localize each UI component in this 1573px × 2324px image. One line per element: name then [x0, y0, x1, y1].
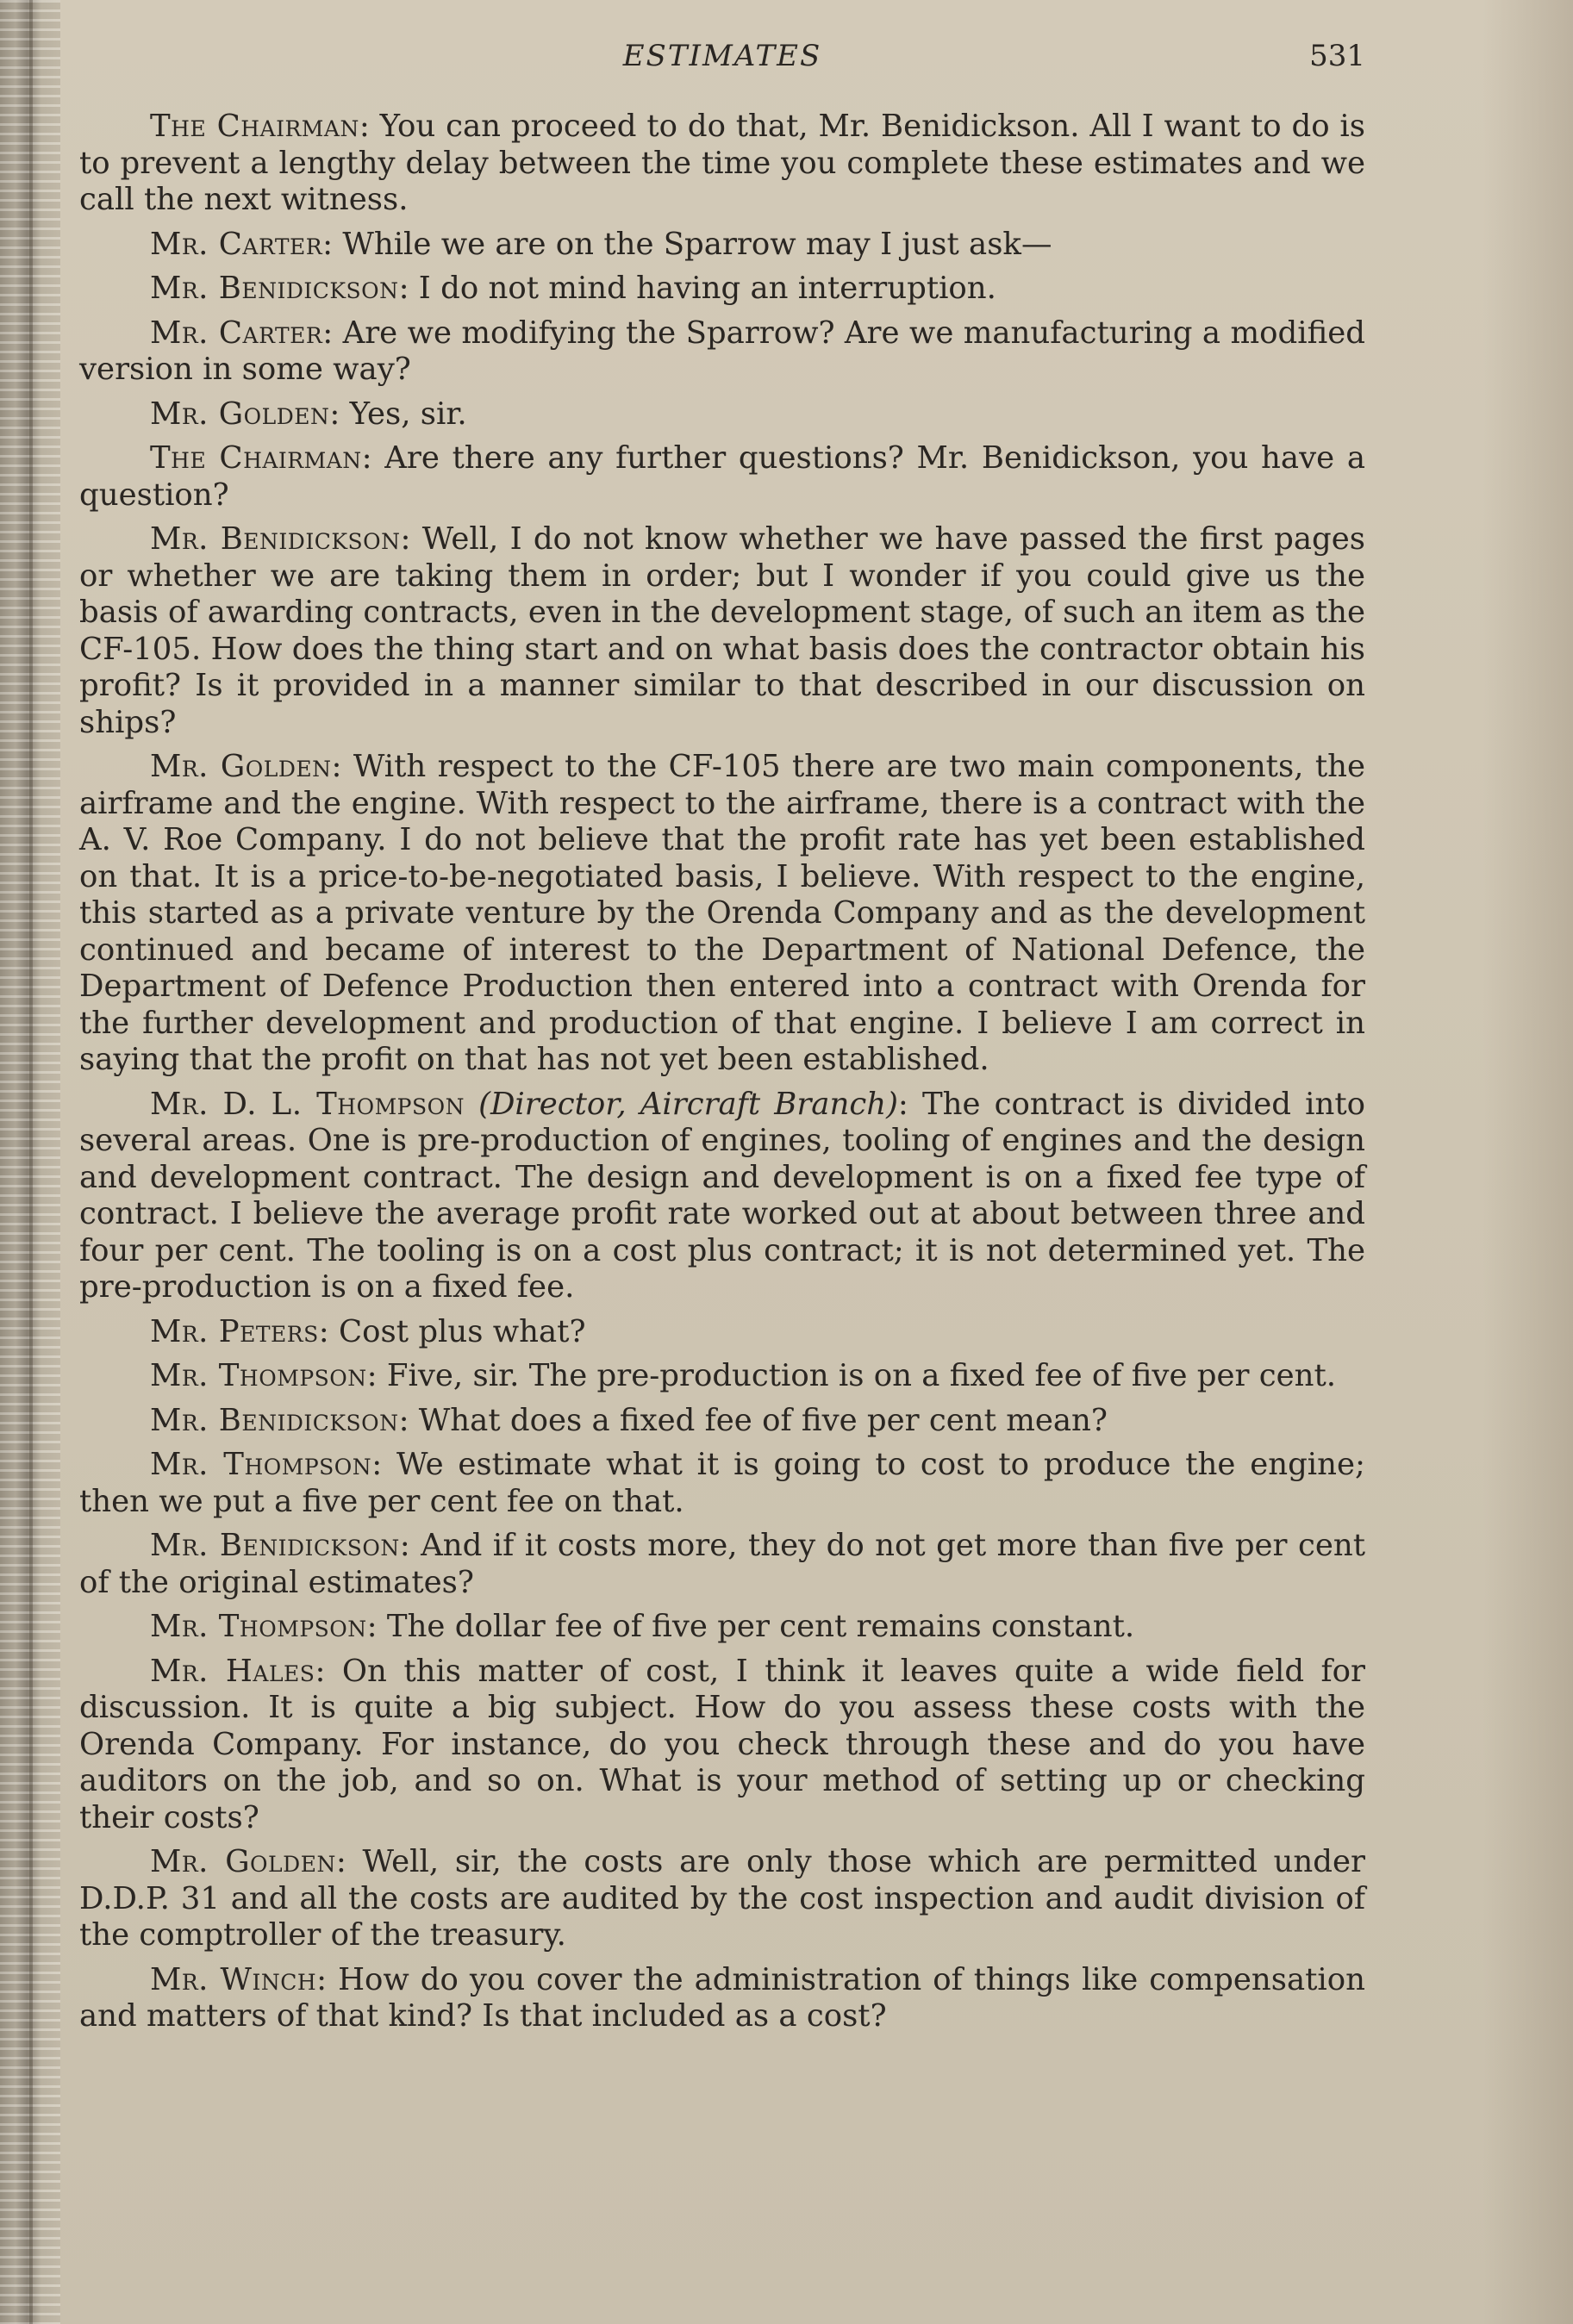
speech-text: : The contract is divided into several areas. One is pre-production of engines, tooling of engines and the design and development contract. The design and development is on a fixed fee type of contract. I believe the average profit rate worked out at about between three and four per cent. The tooling is on a cost plus contract; it is not determined yet. The pre-production is on a fixed fee.: [79, 1086, 1365, 1305]
speech-text: : Well, I do not know whether we have passed the first pages or whether we are taking them in order; but I wonder if you could give us the basis of awarding contracts, even in the development stage, of such an item as the CF-105. How does the thing start and on what basis does the contractor obtain his profit? Is it provided in a manner similar to that described in our discussion on ships?: [79, 521, 1365, 740]
speech-text: : While we are on the Sparrow may I just ask—: [322, 226, 1052, 262]
transcript-paragraph: [79, 227, 1365, 264]
speech-text: : I do not mind having an interruption.: [398, 271, 996, 306]
speaker-name: The Chairman: [150, 440, 362, 476]
speaker-name: Mr. Benidickson: [150, 1528, 400, 1563]
speaker-name: The Chairman: [150, 109, 359, 144]
speech-text: : You can proceed to do that, Mr. Benidickson. All I want to do is to prevent a lengthy delay between the time you complete these estimates and we call the next witness.: [79, 109, 1365, 217]
speech-text: : Well, sir, the costs are only those which are permitted under D.D.P. 31 and all the costs are audited by the cost inspection and audit division of the comptroller of the treasury.: [79, 1844, 1365, 1953]
speech-text: : Yes, sir.: [329, 396, 467, 432]
transcript-paragraph: [79, 1528, 1365, 1601]
speaker-name: Mr. Winch: [150, 1961, 317, 1997]
speaker-name: Mr. Golden: [150, 749, 332, 784]
speaker-name: Mr. Carter: [150, 315, 323, 351]
speaker-name: Mr. Golden: [150, 396, 330, 432]
page-header: [79, 34, 1365, 78]
transcript-paragraph: [79, 1403, 1365, 1440]
transcript-paragraph: [79, 1358, 1365, 1395]
running-head: ESTIMATES: [622, 39, 822, 73]
transcript-paragraph: [79, 521, 1365, 741]
transcript-paragraph: [79, 440, 1365, 514]
speaker-name: Mr. Benidickson: [150, 1402, 399, 1438]
transcript-paragraph: [79, 109, 1365, 219]
speech-text: : And if it costs more, they do not get more than five per cent of the original estimates?: [79, 1528, 1365, 1600]
transcript-body: [79, 109, 1365, 2043]
speaker-name: Mr. Golden: [150, 1844, 336, 1879]
transcript-paragraph: [79, 271, 1365, 308]
speech-text: : Cost plus what?: [318, 1313, 586, 1349]
transcript-paragraph: [79, 315, 1365, 389]
speaker-name: Mr. Thompson: [150, 1358, 367, 1393]
speech-text: : What does a fixed fee of five per cent mean?: [398, 1402, 1108, 1438]
speech-text: : How do you cover the administration of things like compensation and matters of that kind? Is that included as a cost?: [79, 1961, 1365, 2034]
speaker-name: Mr. Thompson: [150, 1447, 372, 1482]
transcript-paragraph: [79, 1844, 1365, 1954]
speech-text: : We estimate what it is going to cost to produce the engine; then we put a five per cent fee on that.: [79, 1447, 1365, 1519]
transcript-paragraph: [79, 1447, 1365, 1520]
speaker-name: Mr. Hales: [150, 1653, 315, 1689]
transcript-paragraph: [79, 1654, 1365, 1837]
transcript-paragraph: [79, 1314, 1365, 1351]
speech-text: : On this matter of cost, I think it leaves quite a wide field for discussion. It is quite a big subject. How do you assess these costs with the Orenda Company. For instance, do you check through these and do you have auditors on the job, and so on. What is your method of setting up or checking their costs?: [79, 1653, 1366, 1835]
book-binding-edge: [0, 0, 60, 2324]
transcript-paragraph: [79, 396, 1365, 433]
page-number: 531: [1309, 39, 1365, 73]
transcript-paragraph: [79, 1609, 1365, 1646]
speaker-name: Mr. Benidickson: [150, 271, 399, 306]
speech-text: : Are there any further questions? Mr. Benidickson, you have a question?: [79, 440, 1365, 513]
speaker-name: Mr. Peters: [150, 1313, 319, 1349]
speech-text: : Are we modifying the Sparrow? Are we manufacturing a modified version in some way?: [79, 315, 1365, 387]
speaker-name: Mr. Benidickson: [150, 521, 401, 557]
transcript-paragraph: [79, 749, 1365, 1079]
transcript-paragraph: [79, 1087, 1365, 1306]
transcript-paragraph: [79, 1962, 1365, 2035]
speech-text: : Five, sir. The pre-production is on a fixed fee of five per cent.: [366, 1358, 1337, 1393]
speaker-name: Mr. Thompson: [150, 1609, 367, 1644]
speech-text: : The dollar fee of five per cent remains constant.: [366, 1609, 1135, 1644]
speaker-name: Mr. Carter: [150, 226, 323, 262]
speaker-name: Mr. D. L. Thompson: [150, 1086, 465, 1122]
speech-text: : With respect to the CF-105 there are two main components, the airframe and the engine. With respect to the airframe, there is a contract with the A. V. Roe Company. I do not believe that the profit rate has yet been established on that. It is a price-to-be-negotiated basis, I believe. With respect to the engine, this started as a private venture by the Orenda Company and as the development continued and became of interest to the Department of National Defence, the Department of Defence Production then entered into a contract with Orenda for the further development and production of that engine. I believe I am correct in saying that the profit on that has not yet been established.: [79, 749, 1365, 1077]
speaker-title: (Director, Aircraft Branch): [478, 1086, 898, 1122]
